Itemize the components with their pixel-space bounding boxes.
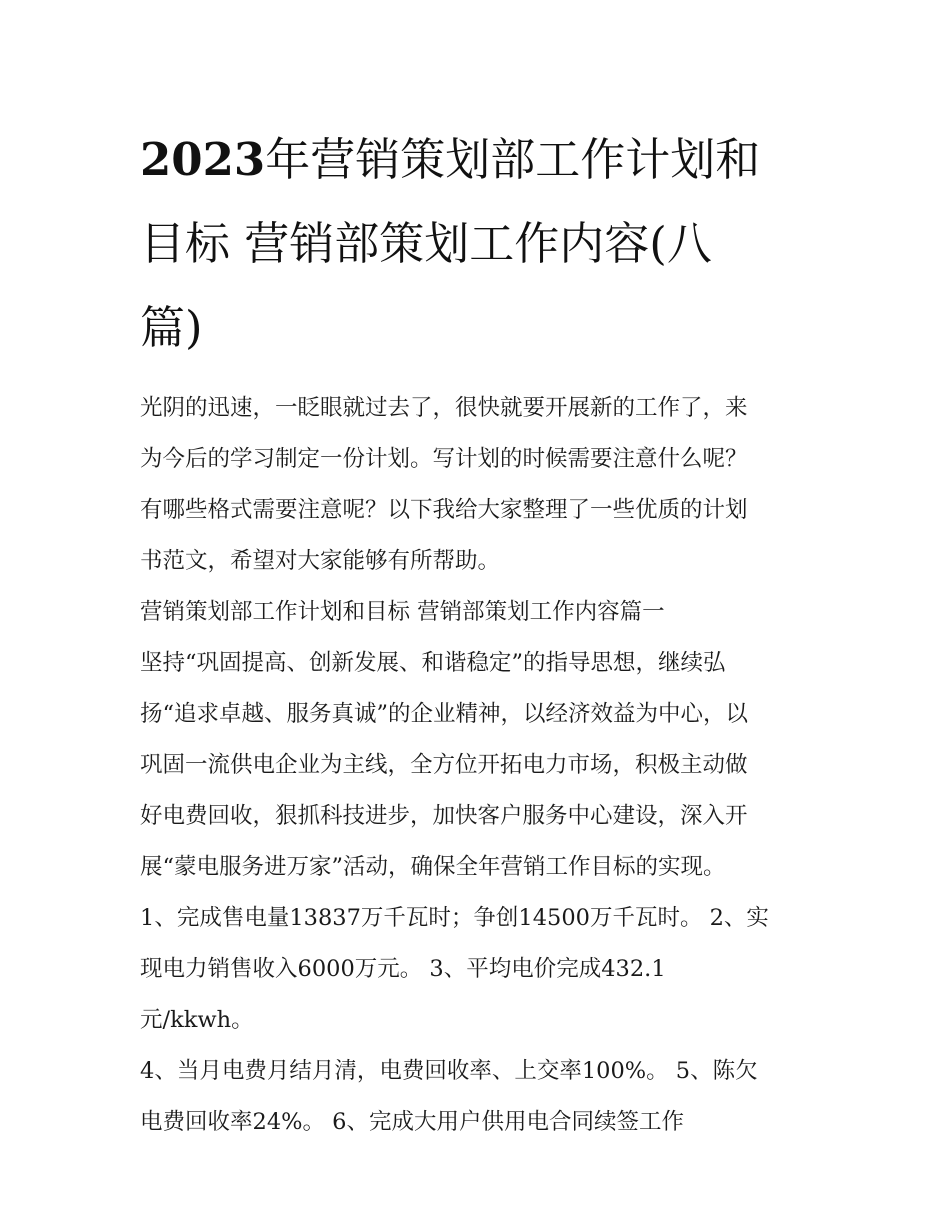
goals-line: 现电力销售收入6000万元。 3、平均电价完成432.1 — [140, 956, 666, 982]
goals-line: 4、当月电费月结月清，电费回收率、上交率100%。 5、陈欠 — [140, 1058, 758, 1084]
goals-line: 1、完成售电量13837万千瓦时；争创14500万千瓦时。 2、实 — [140, 905, 769, 931]
intro-line: 为今后的学习制定一份计划。写计划的时候需要注意什么呢？ — [140, 446, 748, 472]
title-year: 2023 — [140, 133, 266, 186]
body-line: 好电费回收，狠抓科技进步，加快客户服务中心建设，深入开 — [140, 803, 748, 829]
goals-paragraph-2 — [140, 1046, 815, 1148]
intro-line: 光阴的迅速，一眨眼就过去了，很快就要开展新的工作了，来 — [140, 395, 748, 421]
intro-line: 有哪些格式需要注意呢？以下我给大家整理了一些优质的计划 — [140, 497, 748, 523]
goals-paragraph-1 — [140, 893, 815, 1046]
body-line: 坚持“巩固提高、创新发展、和谐稳定”的指导思想，继续弘 — [140, 650, 726, 676]
section-heading — [140, 587, 815, 638]
body-line: 扬“追求卓越、服务真诚”的企业精神，以经济效益为中心，以 — [140, 701, 749, 727]
goals-line: 电费回收率24%。 6、完成大用户供用电合同续签工作 — [140, 1109, 684, 1135]
goals-line: 元/kkwh。 — [140, 1007, 254, 1033]
body-line: 巩固一流供电企业为主线，全方位开拓电力市场，积极主动做 — [140, 752, 748, 778]
guiding-principle-paragraph — [140, 638, 815, 893]
title-line-1-text: 年营销策划部工作计划和 — [265, 133, 761, 186]
intro-paragraph — [140, 383, 815, 587]
title-line-2: 目标 营销部策划工作内容(八 — [140, 217, 712, 270]
document-title — [140, 118, 815, 370]
title-line-1 — [140, 133, 760, 186]
title-line-3: 篇) — [140, 301, 203, 354]
document-content — [140, 118, 815, 1148]
section-heading-text: 营销策划部工作计划和目标 营销部策划工作内容篇一 — [140, 599, 665, 625]
body-line: 展“蒙电服务进万家”活动，确保全年营销工作目标的实现。 — [140, 854, 726, 880]
intro-line: 书范文，希望对大家能够有所帮助。 — [140, 548, 501, 574]
